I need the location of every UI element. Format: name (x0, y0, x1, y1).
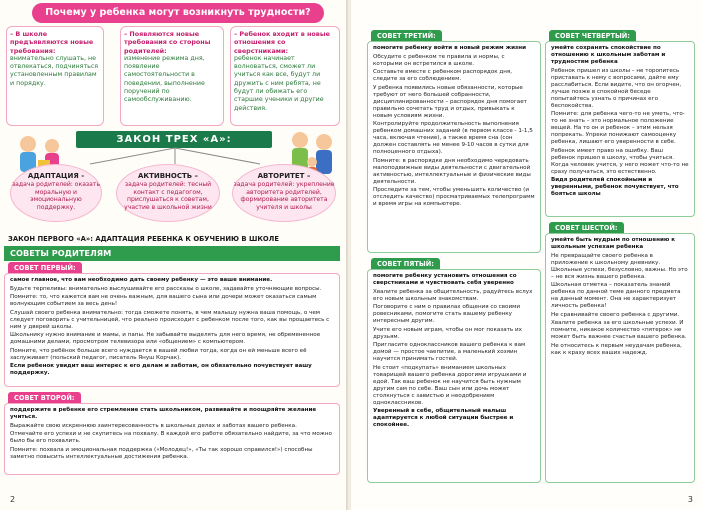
oval-title: АВТОРИТЕТ – (257, 172, 311, 180)
advice-paragraph: Помните, что ребёнок больше всего нуждается в вашей любви тогда, когда он ей меньше всего её заслуживает (польский педагог, писатель Януш Корчак). (10, 347, 307, 361)
trouble-lead: – Ребенок входит в новые отношения со сверстниками: (234, 30, 330, 55)
oval-text: задача родителей: укрепление авторитета родителей, формирование авторитета учителя и школы (233, 181, 335, 211)
oval-adaptation (10, 164, 102, 222)
advice-paragraph: Ребенок пришел из школы – не торопитесь приставать к нему с вопросами, дайте ему расслабиться. Если видите, что он огорчен, лучше позже в спокойной беседе попытайтесь узнать о причинах его беспокойства. (551, 67, 682, 109)
page-headline: Почему у ребенка могут возникнуть трудности? (32, 3, 324, 23)
advice-paragraph: Выражайте свою искреннюю заинтересованность в школьных делах и заботах вашего ребенка. (10, 422, 297, 429)
advice-paragraph: Школьная отметка – показатель знаний ребенка по данной теме данного предмета на данный момент. Она не характеризует личность ребенка! (551, 282, 681, 309)
advice-paragraph: Проследите за тем, чтобы уменьшить количество (и отследить качество) просматриваемых телепрограмм и время игры на компьютере. (373, 187, 535, 207)
oval-text: задача родителей: тесный контакт с педагогом, прислушаться к советам, участие в школьной жизни (124, 181, 212, 211)
advice-paragraph: Отмечайте его успехи и не скупитесь на похвалу. В каждой его работе обязательно найдите, за что можно было бы его похвалить. (10, 431, 332, 444)
advice-paragraph: Обсудите с ребенком те правила и нормы, с которыми он встретился в школе. (373, 53, 505, 67)
oval-title: АКТИВНОСТЬ – (137, 172, 199, 180)
advice-paragraph: Не превращайте своего ребенка в приложение к школьному дневнику. Школьные успехи, безусловно, важны. Но это – не вся жизнь вашего ребенка. (551, 252, 688, 280)
advice-paragraph: Помните: то, что кажется вам не очень важным, для вашего сына или дочери может оказаться самым волнующим событием за весь день! (10, 294, 317, 307)
trouble-text: изменение режима дня, появление самостоятельности в поведении, выполнение поручений по самообслуживанию. (124, 54, 205, 104)
advice-3-panel (367, 41, 541, 253)
advice-paragraph: Учите его новым играм, чтобы он мог показать их друзьям. (373, 326, 522, 340)
advice-3-tab: СОВЕТ ТРЕТИЙ: (371, 30, 442, 42)
advice-paragraph: Составьте вместе с ребенком распорядок дня, следите за его соблюдением. (373, 69, 513, 82)
advice-paragraph: Не стоит «подкупать» вниманием школьных товарищей вашего ребенка дорогими игрушками и едой. Так ваш ребенок не научится быть нужным другим сам по себе. Ваш сын или дочь может столкнуться с завистью и неодобрением одноклассников. (373, 364, 527, 406)
trouble-lead: – В школе предъявляются новые требования: (10, 30, 94, 55)
advice-5-tab: СОВЕТ ПЯТЫЙ: (371, 258, 440, 270)
advice-paragraph: Контролируйте продолжительность выполнения ребенком домашних заданий (в первом классе - 1-1,5 часа, включая чтение), а также время сна (сон должен составлять не менее 9-10 часов в сутки для полноценного отдыха). (373, 121, 533, 155)
trouble-text: ребенок начинает волноваться, сможет ли учиться как все, будут ли дружить с ним ребята, не будут ли обижать его старшие ученики и другие действия. (234, 54, 324, 112)
advice-paragraph: Хвалите ребенка за его школьные успехи. И помните, никакое количество «пятерок» не может быть важнее счастья вашего ребенка. (551, 320, 687, 340)
advice-paragraph: Видя родителей спокойными и уверенными, ребенок почувствует, что бояться школы (551, 177, 679, 197)
page-number: 3 (687, 495, 693, 504)
trouble-box-school (6, 26, 104, 126)
advice-6-tab: СОВЕТ ШЕСТОЙ: (549, 222, 624, 234)
advice-paragraph: Хвалите ребенка за общительность, радуйтесь вслух его новым школьным знакомствам. (373, 288, 533, 302)
left-page (0, 0, 348, 510)
advice-lead: помогите ребенку установить отношения со сверстниками и чувствовать себя уверенно (373, 273, 517, 286)
advice-5-panel (367, 269, 541, 483)
advice-paragraph: Уверенный в себе, общительный малыш адаптируется к любой ситуации быстрее и спокойнее. (373, 408, 514, 428)
oval-text: задача родителей: оказать моральную и эмоциональную поддержку. (11, 181, 101, 211)
advice-paragraph: Не относитесь к первым неудачам ребенка, как к краху всех ваших надежд. (551, 342, 682, 356)
advice-paragraph: Пригласите одноклассников вашего ребенка к вам домой — простое чаепитие, а маленький хозяин научится принимать гостей. (373, 342, 526, 362)
oval-activity (116, 164, 220, 222)
advice-4-tab: СОВЕТ ЧЕТВЕРТЫЙ: (549, 30, 636, 42)
advice-lead: умейте сохранять спокойствие по отношению к школьным заботам и трудностям ребенка (551, 45, 666, 65)
trouble-box-peers (230, 26, 340, 126)
advice-lead: самое главное, что вам необходимо дать своему ребенку — это ваше внимание. (10, 277, 273, 283)
advice-bar: СОВЕТЫ РОДИТЕЛЯМ (4, 246, 340, 261)
advice-lead: поддержите в ребенке его стремление стать школьником, развивайте и поощряйте желание учиться. (10, 407, 317, 420)
oval-title: АДАПТАЦИЯ - (27, 172, 85, 180)
advice-paragraph: Помните: в распорядке дня необходимо чередовать малоподвижные виды деятельности с двигательной активностью, интеллектуальные и физические виды деятельности. (373, 157, 531, 185)
advice-2-panel (4, 403, 340, 475)
advice-paragraph: Не сравнивайте своего ребенка с другими. (551, 311, 680, 318)
advice-paragraph: Поговорите с ним о правилах общения со своими ровесниками, помогите стать вашему ребенку интересным другим. (373, 304, 520, 324)
advice-1-panel (4, 273, 340, 387)
advice-2-tab: СОВЕТ ВТОРОЙ: (8, 392, 81, 404)
trouble-box-parents (120, 26, 224, 126)
law-three-a-banner: ЗАКОН ТРЕХ «А»: (76, 131, 272, 148)
advice-4-panel (545, 41, 695, 217)
advice-paragraph: Будьте терпеливы: внимательно выслушивайте его рассказы о школе, задавайте уточняющие вопросы. (10, 285, 322, 292)
advice-paragraph: Если ребенок увидит ваш интерес к его делам и заботам, он обязательно почувствует вашу поддержку. (10, 363, 312, 376)
advice-lead: помогите ребенку войти в новый режим жизни (373, 45, 527, 51)
advice-paragraph: У ребенка появились новые обязанности, которые требуют от него большей собранности, дисциплинированности – распорядок дня помогает правильно сочетать труд и отдых, привыкать к новым условиям жизни. (373, 84, 527, 119)
oval-authority (232, 164, 336, 222)
advice-lead: умейте быть мудрым по отношению к школьным успехам ребенка (551, 237, 676, 250)
advice-paragraph: Ребенок имеет право на ошибку. Ваш ребенок пришел в школу, чтобы учиться. Когда человек учится, у него может что-то не сразу получаться, это естественно. (551, 147, 689, 175)
section-title: ЗАКОН ПЕРВОГО «А»: АДАПТАЦИЯ РЕБЕНКА К ОБУЧЕНИЮ В ШКОЛЕ (8, 235, 279, 243)
advice-6-panel (545, 233, 695, 483)
trouble-text: внимательно слушать, не отвлекаться, подчиняться установленным правилам и порядку. (10, 54, 99, 87)
right-page (351, 0, 701, 510)
page-number: 2 (10, 495, 16, 504)
advice-1-tab: СОВЕТ ПЕРВЫЙ: (8, 262, 82, 274)
connector-lines (60, 146, 290, 166)
advice-paragraph: Слушай своего ребенка внимательно: тогда сможете понять, в чем малышу нужна ваша помощь, о чем следует поговорить с учительницей, что реально происходит с ребенком после того, как вы прощаетесь с ним у дверей школы. (10, 309, 330, 330)
trouble-lead: – Появляются новые требования со стороны родителей: (124, 30, 211, 55)
advice-paragraph: Помните: похвала и эмоциональная поддержка («Молодец!», «Ты так хорошо справился!») способны заметно повысить интеллектуальные достижения ребенка. (10, 446, 313, 460)
advice-paragraph: Школьнику нужно внимание и мамы, и папы. Не забывайте выделять для него время, не обремененное домашними делами, просмотром телевизора или «общением» с компьютером. (10, 332, 321, 345)
advice-paragraph: Помните: для ребенка чего-то не уметь, что-то не знать – это нормальное положение вещей. На то он и ребенок – этим нельзя попрекать. Упреки понижают самооценку ребенка, лишают его уверенности в себе. (551, 111, 685, 145)
